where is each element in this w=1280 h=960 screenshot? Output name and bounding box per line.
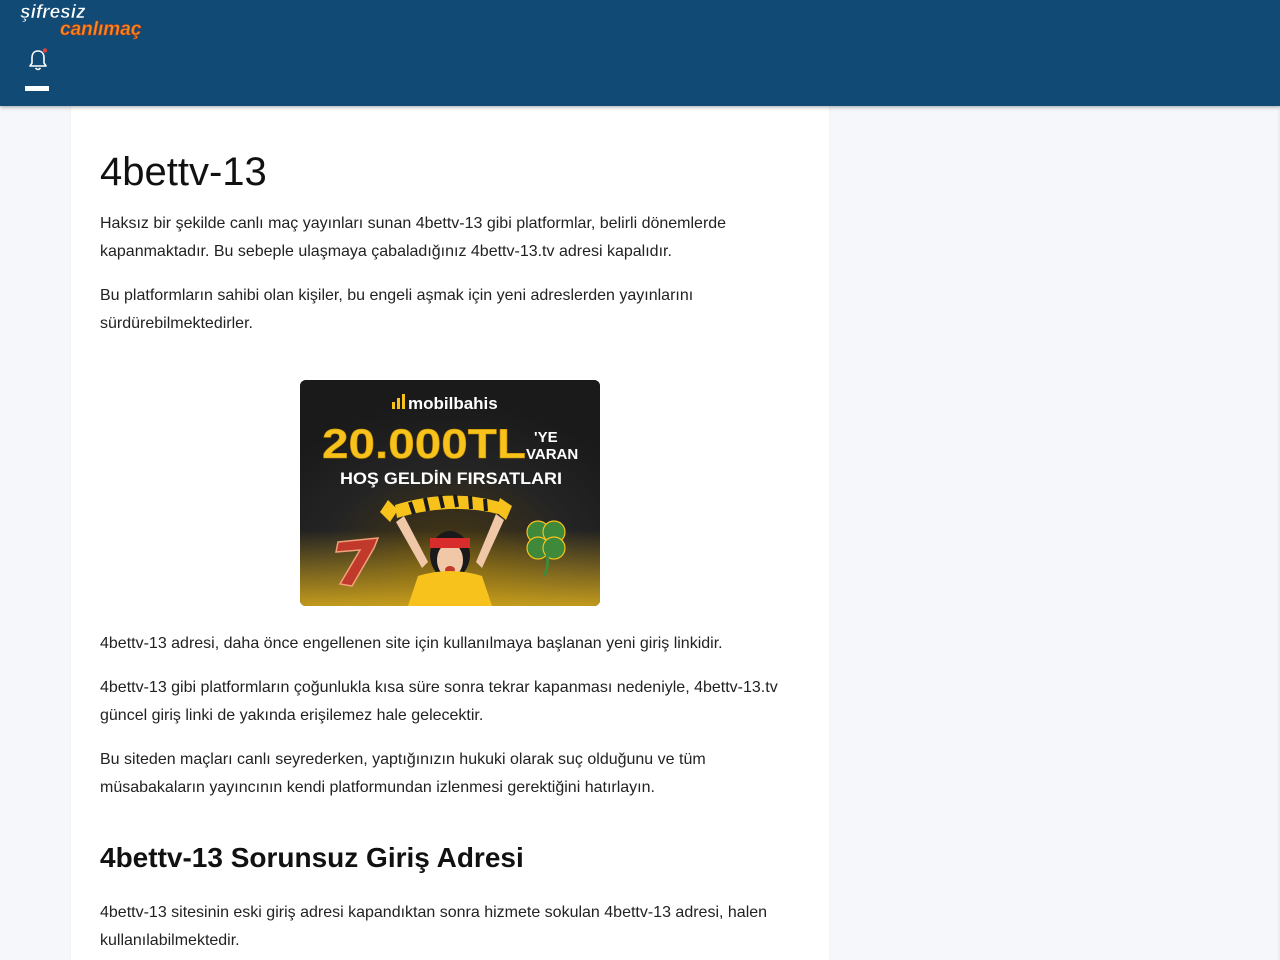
article-paragraph: 4bettv-13 adresi, daha önce engellenen site için kullanılmaya başlanan yeni giriş linkidir. xyxy=(100,635,723,652)
section-heading: 4bettv-13 Sorunsuz Giriş Adresi xyxy=(100,842,524,873)
article-paragraph: 4bettv-13 sitesinin eski giriş adresi kapandıktan sonra hizmete sokulan 4bettv-13 adresi, halen kullanılabilmektedir. xyxy=(100,904,768,949)
article-container xyxy=(71,106,829,960)
page-title: 4bettv-13 xyxy=(100,150,267,194)
banner-brand: mobilbahis xyxy=(408,394,498,413)
menu-button[interactable] xyxy=(25,86,49,92)
bell-icon xyxy=(27,48,49,72)
article-paragraph: Bu siteden maçları canlı seyrederken, yaptığınızın hukuki olarak suç olduğunu ve tüm müsabakaların yayıncının kendi platformundan izlenmesi gerektiğini hatırlayın. xyxy=(100,751,706,796)
site-logo[interactable] xyxy=(20,0,170,40)
article-paragraph: Bu platformların sahibi olan kişiler, bu engeli aşmak için yeni adreslerden yayınlarını sürdürebilmektedirler. xyxy=(100,287,694,332)
site-header xyxy=(0,0,1280,106)
banner-amount: 20.000TL xyxy=(322,420,526,467)
hamburger-menu-icon xyxy=(25,86,49,91)
logo-text-top: şifresiz xyxy=(20,2,86,23)
article-paragraph: 4bettv-13 gibi platformların çoğunlukla kısa süre sonra tekrar kapanması nedeniyle, 4bettv-13.tv güncel giriş linki de yakında erişilemez hale gelecektir. xyxy=(100,679,778,724)
mobilbahis-logo xyxy=(392,394,498,413)
notification-button[interactable] xyxy=(27,48,49,72)
banner-suffix-top: 'YE xyxy=(534,429,558,446)
notification-dot xyxy=(43,48,47,52)
logo-text-bottom: canlımaç xyxy=(60,19,142,40)
banner-suffix-bottom: VARAN xyxy=(526,446,579,463)
banner-tagline: HOŞ GELDİN FIRSATLARI xyxy=(340,469,562,488)
promo-banner[interactable] xyxy=(300,380,600,606)
article-paragraph: Haksız bir şekilde canlı maç yayınları sunan 4bettv-13 gibi platformlar, belirli dönemlerde kapanmaktadır. Bu sebeple ulaşmaya çabaladığınız 4bettv-13.tv adresi kapalıdır. xyxy=(100,215,727,260)
